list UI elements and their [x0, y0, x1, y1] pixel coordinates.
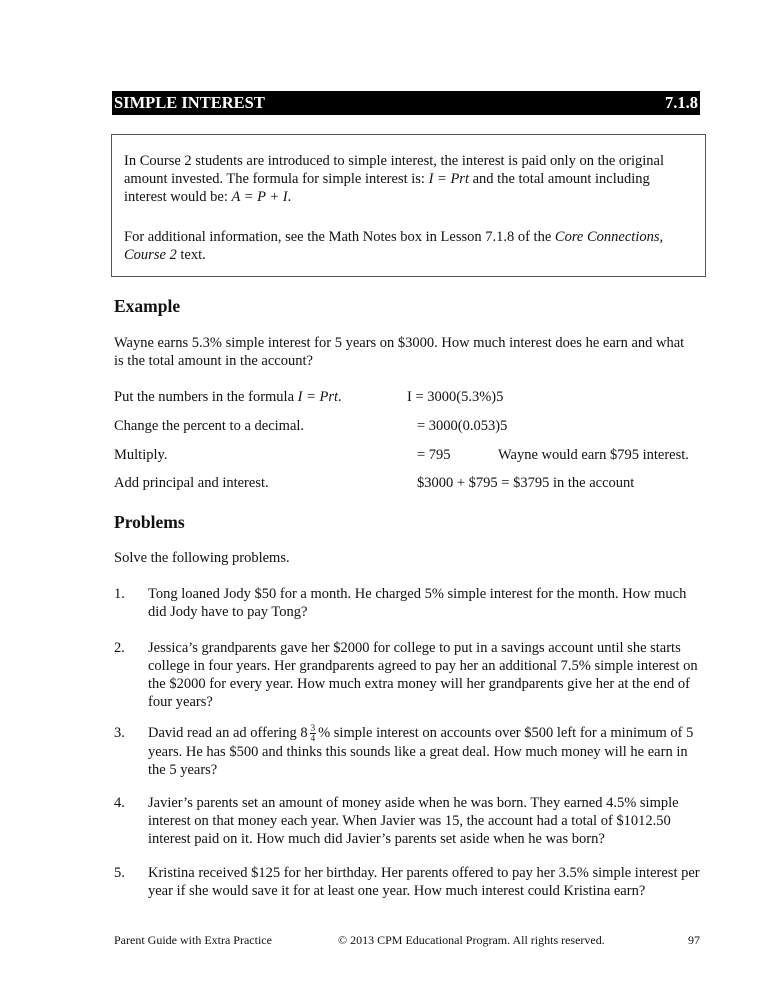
- section-number: 7.1.8: [665, 93, 698, 112]
- step-label: Change the percent to a decimal.: [114, 418, 305, 434]
- intro-paragraph-2: For additional information, see the Math Notes box in Lesson 7.1.8 of the Core Connections, Course 2 text.: [124, 229, 664, 263]
- step-work: $3000 + $795 = $3795 in the account: [417, 475, 635, 491]
- book-title: Core Connections, Course 2: [124, 229, 664, 263]
- problem-number: 5.: [114, 865, 125, 881]
- example-step-2: [114, 417, 714, 435]
- problem-number: 4.: [114, 795, 125, 811]
- intro-box: [111, 134, 706, 277]
- problem-text: Javier’s parents set an amount of money aside when he was born. They earned 4.5% simple interest on that money each year. When Javier was 15, the account had a total of $1012.50 interest paid on it. How much did Javier’s parents set aside when he was born?: [148, 795, 679, 847]
- section-title-bar: [112, 91, 700, 115]
- step-label: Put the numbers in the formula I = Prt.: [114, 389, 342, 405]
- mixed-number: 8 $\frac{3}{4}$: [300, 723, 316, 744]
- footer-copyright: © 2013 CPM Educational Program. All rights reserved.: [338, 933, 605, 947]
- example-step-3: [114, 446, 714, 464]
- problem-text: David read an ad offering 8 $\frac{3}{4}$ % simple interest on accounts over $500 left for a minimum of 5 years. He has $500 and thinks this sounds like a great deal. How much money will he earn in the 5 years?: [148, 723, 694, 779]
- problem-text: Kristina received $125 for her birthday. Her parents offered to pay her 3.5% simple interest per year if she would save it for at least one year. How much interest could Kristina earn?: [148, 865, 700, 899]
- problem-text: Jessica’s grandparents gave her $2000 for college to put in a savings account until she starts college in four years. Her grandparents agreed to pay her an additional 7.5% simple interest on the $2000 for every year. How much extra money will her grandparents give her at the end of four years?: [148, 640, 698, 710]
- example-step-4: [114, 474, 714, 492]
- step-note: Wayne would earn $795 interest.: [498, 447, 689, 463]
- formula-simple-interest: I = Prt: [428, 171, 469, 187]
- formula-total-amount: A = P + I: [231, 189, 288, 205]
- page-title: SIMPLE INTEREST: [114, 93, 265, 112]
- page-number: 97: [688, 933, 700, 947]
- fraction: $\frac{3}{4}$: [310, 723, 316, 744]
- example-heading: Example: [114, 296, 181, 316]
- problem-number: 1.: [114, 586, 125, 602]
- problem-number: 3.: [114, 725, 125, 741]
- problems-heading: Problems: [114, 512, 185, 532]
- intro-paragraph-1: In Course 2 students are introduced to simple interest, the interest is paid only on the original amount invested. The formula for simple interest is: I = Prt and the total amount including interest would be: A = P + I.: [124, 153, 665, 205]
- step-label: Add principal and interest.: [114, 475, 269, 491]
- problems-instructions: Solve the following problems.: [114, 550, 290, 566]
- problem-number: 2.: [114, 640, 125, 656]
- step-work: I = 3000(5.3%)5: [407, 389, 504, 405]
- example-step-1: [114, 388, 714, 406]
- step-work: = 3000(0.053)5: [417, 418, 508, 434]
- step-work: = 795: [417, 447, 451, 463]
- footer-left: Parent Guide with Extra Practice: [114, 933, 272, 947]
- step-label: Multiply.: [114, 447, 168, 463]
- problem-text: Tong loaned Jody $50 for a month. He charged 5% simple interest for the month. How much did Jody have to pay Tong?: [148, 586, 687, 620]
- example-question: Wayne earns 5.3% simple interest for 5 years on $3000. How much interest does he earn and what is the total amount in the account?: [114, 335, 685, 369]
